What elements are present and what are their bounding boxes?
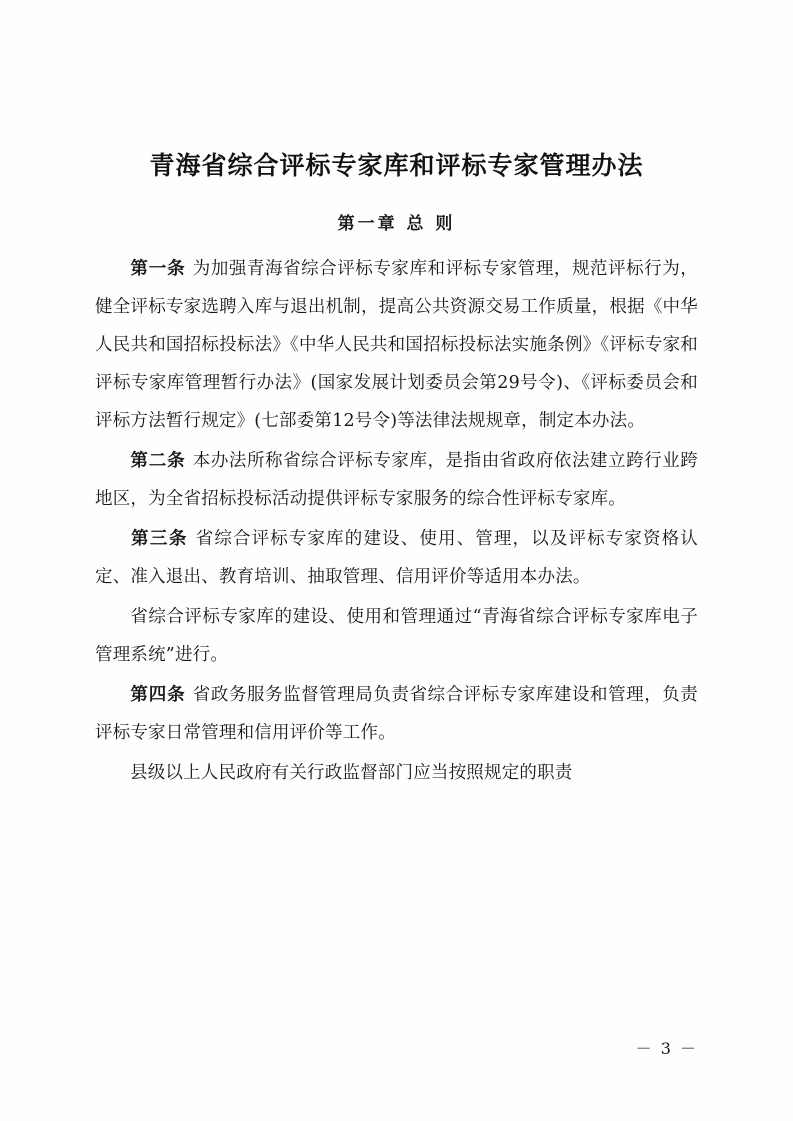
paragraph-text: 为加强青海省综合评标专家库和评标专家管理，规范评标行为，健全评标专家选聘入库与退出机制，提高公共资源交易工作质量，根据《中华人民共和国招标投标法》《中华人民共和国招标投标法实施条例》《评标专家和评标专家库管理暂行办法》(国家发展计划委员会第29号令)、《评标委员会和评标方法暂行规定》(七部委第12号令)等法律法规规章，制定本办法。 xyxy=(95,258,699,431)
page-number: － 3 － xyxy=(635,1039,698,1058)
paragraph-text: 县级以上人民政府有关行政监督部门应当按照规定的职责 xyxy=(130,762,573,783)
paragraph-text: 省综合评标专家库的建设、使用和管理通过“青海省综合评标专家库电子管理系统”进行。 xyxy=(95,606,698,665)
chapter-heading: 第一章 总 则 xyxy=(337,213,456,234)
paragraph xyxy=(95,250,698,440)
paragraph-text: 省综合评标专家库的建设、使用、管理，以及评标专家资格认定、准入退出、教育培训、抽取管理、信用评价等适用本办法。 xyxy=(95,528,699,587)
article-label: 第二条 xyxy=(130,450,186,471)
page-title: 青海省综合评标专家库和评标专家管理办法 xyxy=(149,151,644,180)
paragraph xyxy=(95,520,698,596)
paragraph xyxy=(95,442,698,518)
article-label: 第四条 xyxy=(130,684,186,705)
paragraph xyxy=(95,754,698,792)
paragraph-text: 省政务服务监督管理局负责省综合评标专家库建设和管理，负责评标专家日常管理和信用评价等工作。 xyxy=(95,684,699,743)
article-label: 第一条 xyxy=(130,258,186,279)
article-label: 第三条 xyxy=(130,528,188,549)
paragraph-text: 本办法所称省综合评标专家库，是指由省政府依法建立跨行业跨地区，为全省招标投标活动提供评标专家服务的综合性评标专家库。 xyxy=(95,450,699,509)
paragraph xyxy=(95,676,698,752)
paragraph xyxy=(95,598,698,674)
